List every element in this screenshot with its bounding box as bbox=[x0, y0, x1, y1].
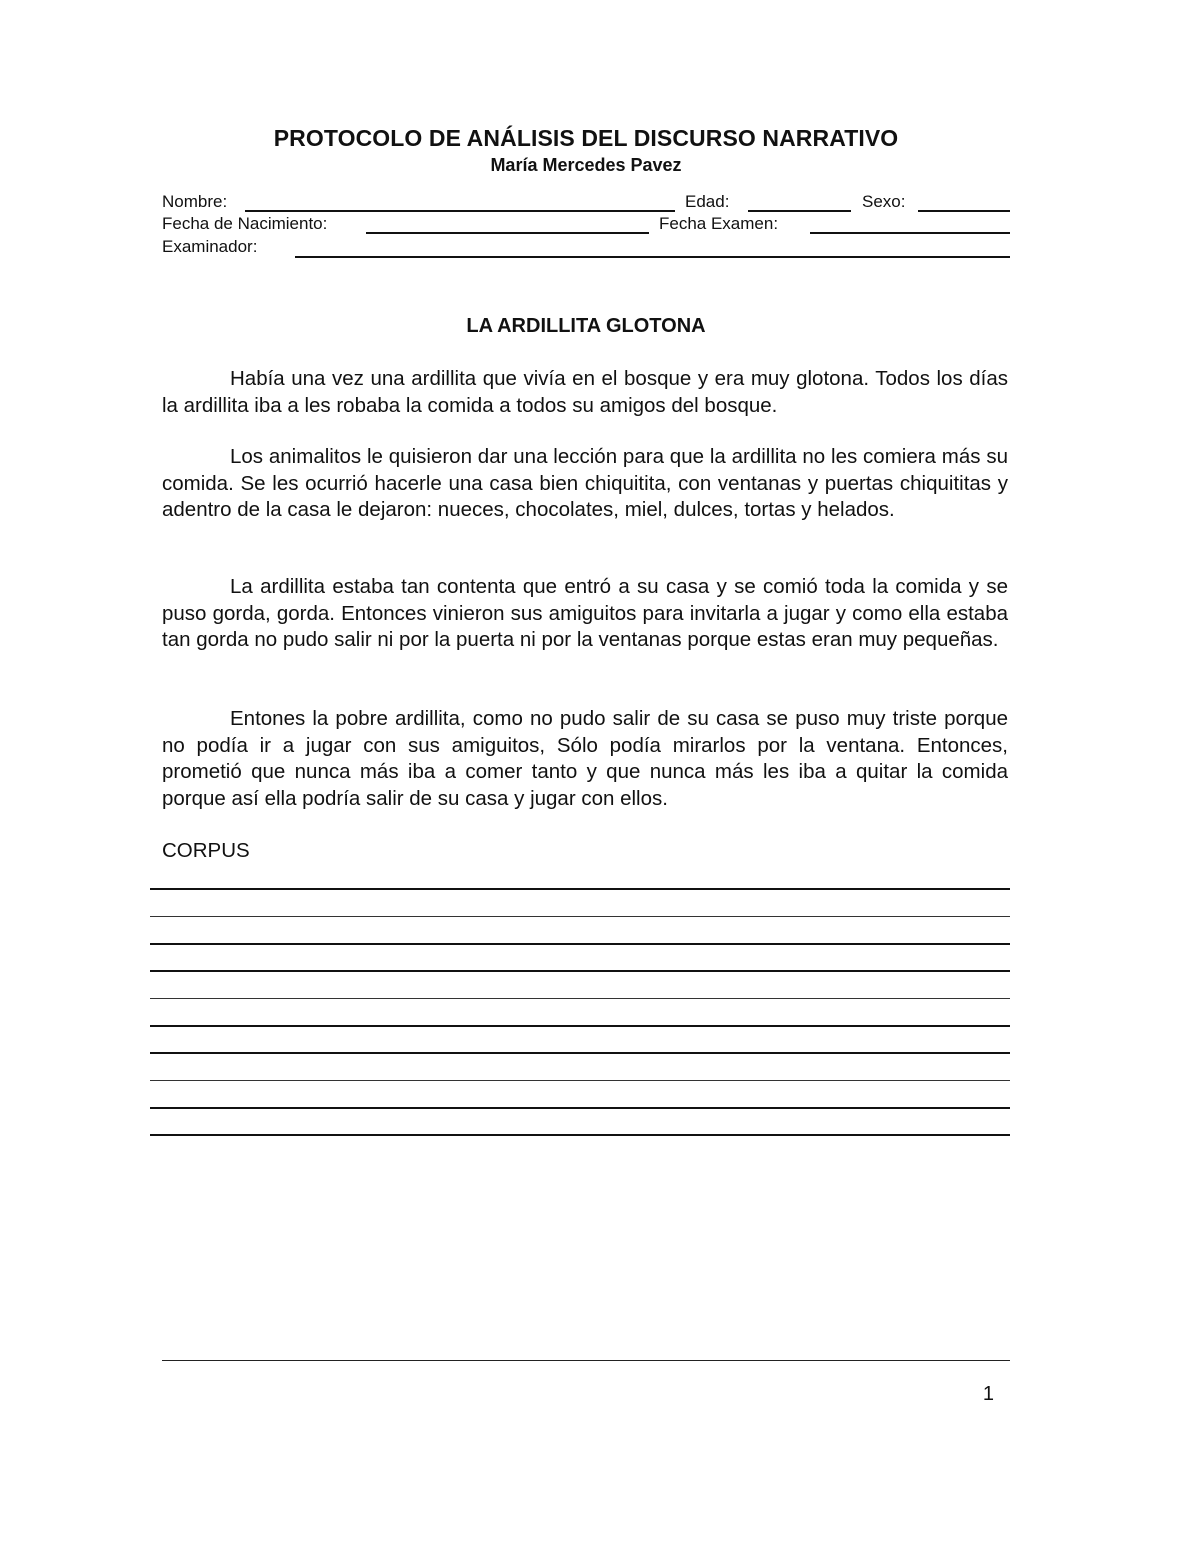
sexo-label: Sexo: bbox=[862, 192, 906, 211]
document-author: María Mercedes Pavez bbox=[490, 155, 682, 175]
corpus-line[interactable] bbox=[150, 1080, 1010, 1081]
fecha-examen-field[interactable] bbox=[810, 232, 1010, 234]
edad-field[interactable] bbox=[748, 210, 851, 212]
page-number: 1 bbox=[982, 1383, 994, 1405]
corpus-line[interactable] bbox=[150, 1025, 1010, 1027]
story-paragraph-1: Había una vez una ardillita que vivía en el bosque y era muy glotona. Todos los días la ardillita iba a les robaba la comida a todos su amigos del bosque. bbox=[162, 367, 1008, 417]
fecha-nacimiento-field[interactable] bbox=[366, 232, 649, 234]
story-paragraph-4: Entones la pobre ardillita, como no pudo salir de su casa se puso muy triste porque no podía ir a jugar con sus amiguitos, Sólo podía mirarlos por la ventana. Entonces, prometió que nunca más iba a comer tanto y que nunca más les iba a quitar la comida porque así ella podría salir de su casa y jugar con ellos. bbox=[162, 707, 1008, 810]
nombre-label: Nombre: bbox=[162, 192, 228, 211]
corpus-line[interactable] bbox=[150, 888, 1010, 890]
examinador-label: Examinador: bbox=[162, 237, 258, 256]
sexo-field[interactable] bbox=[918, 210, 1010, 212]
corpus-label: CORPUS bbox=[162, 839, 250, 862]
corpus-line[interactable] bbox=[150, 998, 1010, 999]
fecha-examen-label: Fecha Examen: bbox=[659, 214, 779, 233]
corpus-line[interactable] bbox=[150, 1134, 1010, 1136]
story-paragraph-2: Los animalitos le quisieron dar una lección para que la ardillita no les comiera más su comida. Se les ocurrió hacerle una casa bien chiquitita, con ventanas y puertas chiquititas y adentro de la casa le dejaron: nueces, chocolates, miel, dulces, tortas y helados. bbox=[162, 445, 1008, 521]
story-title: LA ARDILLITA GLOTONA bbox=[466, 315, 706, 337]
corpus-line[interactable] bbox=[150, 1052, 1010, 1054]
fecha-nacimiento-label: Fecha de Nacimiento: bbox=[162, 214, 328, 233]
story-paragraph-3: La ardillita estaba tan contenta que entró a su casa y se comió toda la comida y se puso gorda, gorda. Entonces vinieron sus amiguitos para invitarla a jugar y como ella estaba tan gorda no pudo salir ni por la puerta ni por la ventanas porque estas eran muy pequeñas. bbox=[162, 575, 1008, 651]
footer-divider bbox=[162, 1360, 1010, 1361]
corpus-line[interactable] bbox=[150, 943, 1010, 945]
edad-label: Edad: bbox=[685, 192, 730, 211]
examinador-field[interactable] bbox=[295, 256, 1010, 258]
document-title: PROTOCOLO DE ANÁLISIS DEL DISCURSO NARRATIVO bbox=[273, 125, 899, 151]
corpus-line[interactable] bbox=[150, 1107, 1010, 1109]
nombre-field[interactable] bbox=[245, 210, 675, 212]
corpus-line[interactable] bbox=[150, 970, 1010, 972]
corpus-line[interactable] bbox=[150, 916, 1010, 917]
